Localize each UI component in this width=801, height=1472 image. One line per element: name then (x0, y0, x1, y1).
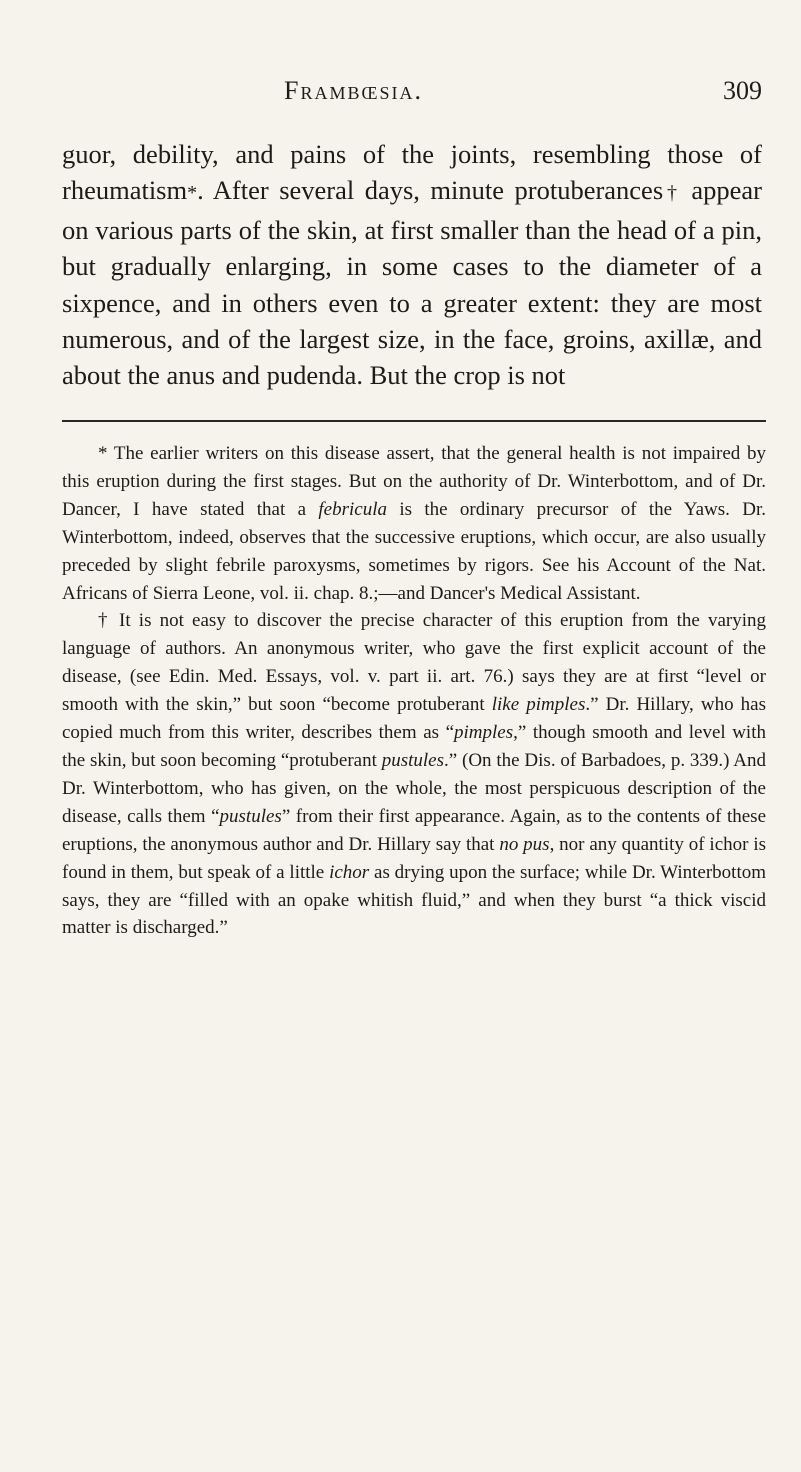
running-title: Frambœsia. (284, 76, 423, 105)
footnote-mark: † (98, 610, 111, 632)
footnote-italic: like pimples (491, 694, 586, 716)
footnote-text: is the ordinary precursor of the Yaws. Dr. Winterbottom, indeed, observes that the successive eruptions, which occur, are also usually preceded by slight febrile paroxysms, sometimes by rigors. See his Account of the Nat. Africans of Sierra Leone, vol. ii. chap. 8.;—and Dancer's Medical Assistant. (62, 498, 766, 604)
footnote-marker: † (663, 182, 681, 205)
footnote-italic: no pus (499, 833, 550, 855)
footnote-text: as drying upon the surface; while Dr. Winterbottom says, they are “filled with an opake whitish fluid,” and when they burst “a thick viscid matter is discharged.” (62, 861, 766, 939)
footnote-mark: * (98, 443, 108, 464)
footnote-italic: pustules (381, 749, 444, 771)
footnote-italic: ichor (329, 861, 370, 883)
footnote-text: .” (On the Dis. of Barbadoes, p. 339.) And Dr. Winterbottom, who has given, on the whole, the most perspicuous description of the disease, calls them “ (62, 749, 766, 827)
footnotes (62, 440, 766, 942)
footnote-text: .” Dr. Hillary, who has copied much from this writer, describes them as “ (62, 694, 767, 744)
footnote-text: It is not easy to discover the precise character of this eruption from the varying language of authors. An anonymous writer, who gave the first explicit account of the disease, (see Edin. Med. Essays, vol. v. part ii. art. 76.) says they are at first “level or smooth with the skin,” but soon “become protuberant (62, 610, 767, 716)
footnote-2 (62, 607, 766, 942)
footnote-text: , nor any quantity of ichor is found in them, but speak of a little (62, 833, 766, 883)
page-number: 309 (723, 76, 762, 105)
footnote-italic: pimples (454, 722, 514, 744)
footnote-text: ” from their first appearance. Again, as to the contents of these eruptions, the anonymous author and Dr. Hillary say that (62, 805, 767, 855)
body-text: appear on various parts of the skin, at first smaller than the head of a pin, but gradually enlarging, in some cases to the diameter of a sixpence, and in others even to a greater extent: they are most numerous, and of the largest size, in the face, groins, axillæ, and about the anus and pudenda. But the crop is not (62, 175, 762, 391)
body-text: . After several days, minute protuberances (197, 175, 664, 206)
footnote-italic: febricula (318, 498, 387, 520)
footnote-marker: * (187, 182, 198, 205)
footnote-text: ,” though smooth and level with the skin, but soon becoming “protuberant (62, 722, 766, 771)
footnote-italic: pustules (219, 805, 282, 827)
footnote-1 (62, 440, 766, 607)
footnote-text: The earlier writers on this disease assert, that the general health is not impaired by this eruption during the first stages. But on the authority of Dr. Winterbottom, and of Dr. Dancer, I have stated that a (62, 443, 766, 520)
footnote-rule (62, 420, 766, 422)
running-head (62, 76, 762, 112)
main-paragraph (62, 136, 762, 394)
body-text: guor, debility, and pains of the joints, resembling those of rheumatism (62, 139, 762, 206)
